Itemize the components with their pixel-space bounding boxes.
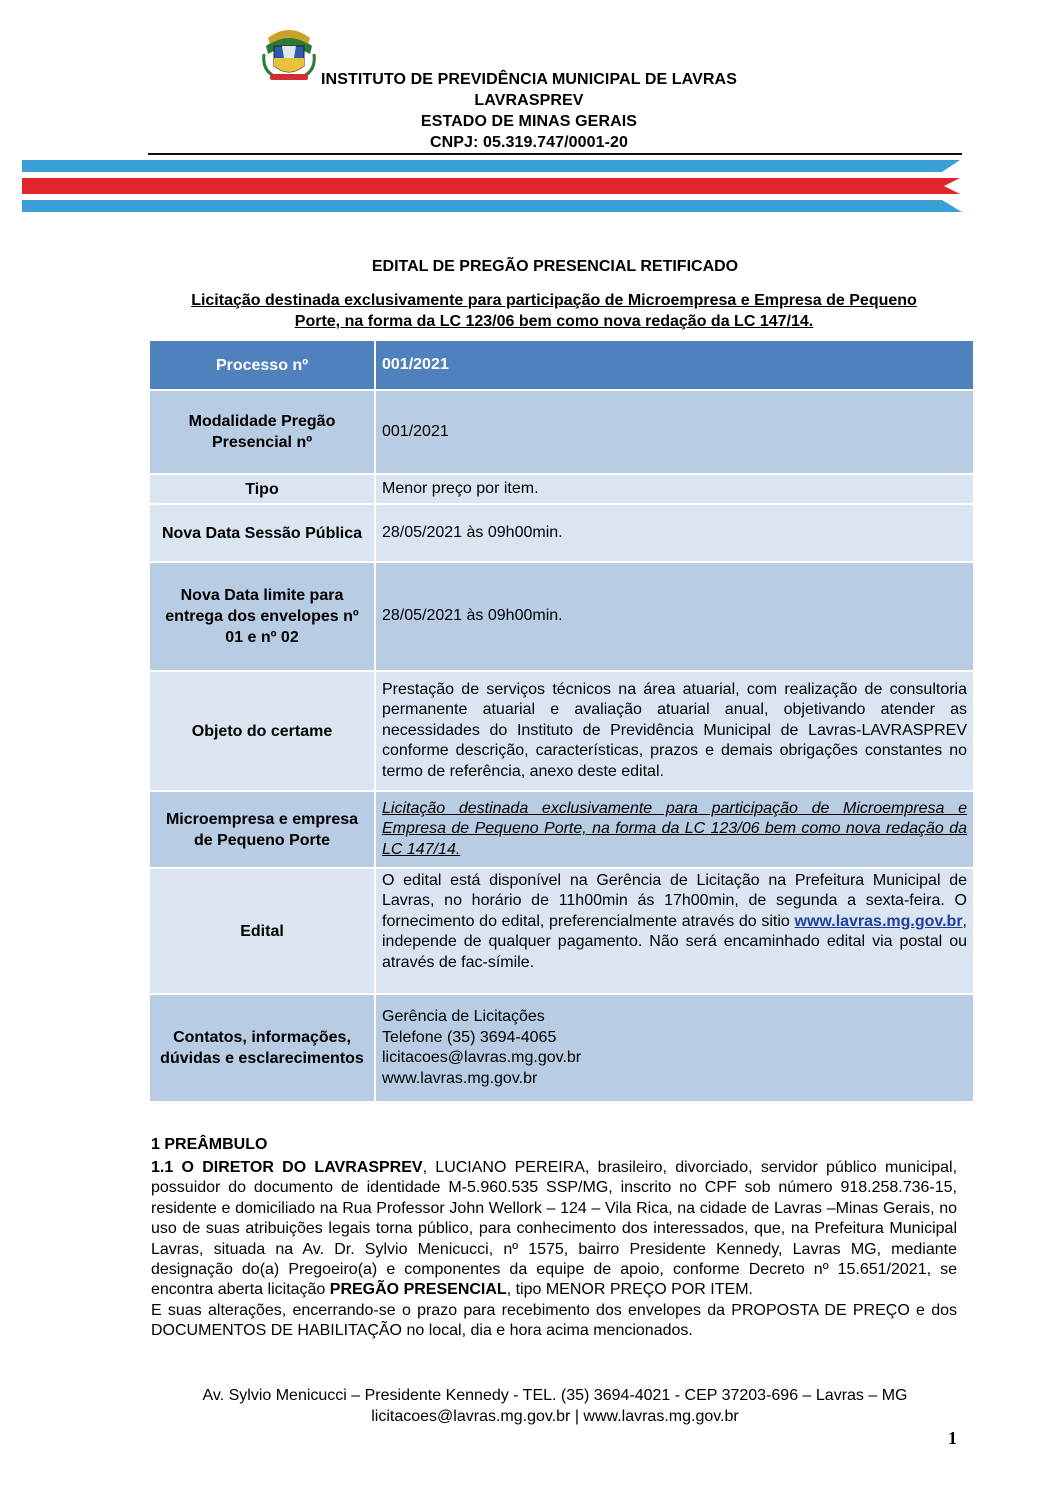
table-row-processo — [150, 341, 973, 391]
preamble-paragraph — [151, 1158, 957, 1342]
table-row-edital — [150, 869, 973, 995]
label-edital: Edital — [150, 869, 376, 993]
value-microempresa: Licitação destinada exclusivamente para participação de Microempresa e Empresa de Pequeno Porte, na forma da LC 123/06 bem como nova redação da LC 147/14. — [382, 799, 967, 858]
label-tipo: Tipo — [150, 475, 376, 503]
section-heading: 1 PREÂMBULO — [151, 1136, 268, 1153]
cnpj-number: CNPJ: 05.319.747/0001-20 — [429, 134, 629, 151]
value-limite: 28/05/2021 às 09h00min. — [382, 607, 563, 625]
info-table — [150, 341, 973, 1101]
state-name: ESTADO DE MINAS GERAIS — [420, 113, 638, 130]
contact-phone: Telefone (35) 3694-4065 — [382, 1028, 557, 1046]
value-edital — [376, 869, 973, 993]
preamble-text-2: , tipo MENOR PREÇO POR ITEM. — [506, 1281, 753, 1299]
value-sessao: 28/05/2021 às 09h00min. — [382, 523, 563, 541]
label-objeto: Objeto do certame — [150, 672, 376, 790]
label-contatos: Contatos, informações, dúvidas e esclarecimentos — [150, 995, 376, 1101]
value-objeto: Prestação de serviços técnicos na área atuarial, com realização de consultoria permanente atuarial e avaliação atuarial anual, objetivando atender as necessidades do Instituto de Previdência Municipal de Lavras-LAVRASPREV conforme descrição, características, prazos e demais obrigações constantes no termo de referência, anexo deste edital. — [382, 680, 967, 780]
preamble-text-1: , LUCIANO PEREIRA, brasileiro, divorciado, servidor público municipal, possuidor do documento de identidade M-5.960.535 SSP/MG, inscrito no CPF sob número 918.258.736-15, residente e domiciliado na Rua Professor John Wellork – 124 – Vila Rica, na cidade de Lavras –Minas Gerais, no uso de suas atribuições legais torna público, para conhecimento dos interessados, que, na Prefeitura Municipal Lavras, situada na Av. Dr. Sylvio Menicucci, nº 1575, bairro Presidente Kennedy, Lavras MG, mediante designação do(a) Pregoeiro(a) e componentes da equipe de apoio, conforme Decreto nº 15.651/2021, se encontra aberta licitação — [151, 1159, 958, 1299]
table-row-objeto — [150, 672, 973, 792]
page-number: 1 — [948, 1428, 957, 1448]
label-limite: Nova Data limite para entrega dos envelopes nº 01 e nº 02 — [150, 563, 376, 670]
label-modalidade: Modalidade Pregão Presencial nº — [150, 391, 376, 473]
edital-website-link[interactable]: www.lavras.mg.gov.br — [794, 912, 963, 930]
label-processo: Processo nº — [150, 341, 376, 389]
label-sessao: Nova Data Sessão Pública — [150, 505, 376, 561]
document-title: EDITAL DE PREGÃO PRESENCIAL RETIFICADO — [371, 258, 739, 275]
institute-name: INSTITUTO DE PREVIDÊNCIA MUNICIPAL DE LAVRAS — [321, 71, 737, 88]
footer-address: Av. Sylvio Menicucci – Presidente Kennedy - TEL. (35) 3694-4021 - CEP 37203-696 – Lavras – MG — [202, 1387, 908, 1404]
table-row-contatos — [150, 995, 973, 1101]
institute-acronym: LAVRASPREV — [474, 92, 584, 109]
document-subtitle — [150, 290, 958, 332]
table-row-tipo — [150, 475, 973, 505]
label-microempresa: Microempresa e empresa de Pequeno Porte — [150, 792, 376, 867]
edital-text-before: O edital está disponível na Gerência de Licitação na Prefeitura Municipal de Lavras, no horário de 11h00min ás 17h00min, de segunda a sexta-feira. O fornecimento do edital, preferencialmente através do sitio — [382, 871, 967, 930]
contact-department: Gerência de Licitações — [382, 1008, 545, 1025]
value-modalidade: 001/2021 — [382, 422, 449, 440]
contact-website: www.lavras.mg.gov.br — [382, 1069, 538, 1087]
table-row-microempresa — [150, 792, 973, 869]
header-stripes — [22, 158, 964, 216]
value-processo: 001/2021 — [382, 355, 449, 373]
value-tipo: Menor preço por item. — [382, 479, 539, 497]
table-row-limite — [150, 563, 973, 672]
preamble-lead: 1.1 O DIRETOR DO LAVRASPREV — [151, 1159, 423, 1176]
header-divider — [148, 153, 962, 155]
contact-email: licitacoes@lavras.mg.gov.br — [382, 1049, 582, 1066]
preamble-text-3: E suas alterações, encerrando-se o prazo para recebimento dos envelopes da PROPOSTA DE PREÇO e dos DOCUMENTOS DE HABILITAÇÃO no local, dia e hora acima mencionados. — [151, 1301, 957, 1340]
footer-contact: licitacoes@lavras.mg.gov.br | www.lavras.mg.gov.br — [371, 1408, 739, 1425]
table-row-sessao — [150, 505, 973, 563]
edital-text-after: , independe de qualquer pagamento. Não será encaminhado edital via postal ou através de fac-símile. — [382, 912, 967, 971]
value-contatos — [376, 995, 973, 1101]
subtitle-line-2: Porte, na forma da LC 123/06 bem como nova redação da LC 147/14. — [294, 313, 814, 330]
subtitle-line-1: Licitação destinada exclusivamente para participação de Microempresa e Empresa de Pequeno — [191, 292, 917, 309]
table-row-modalidade — [150, 391, 973, 475]
preamble-modality: PREGÃO PRESENCIAL — [329, 1281, 507, 1299]
